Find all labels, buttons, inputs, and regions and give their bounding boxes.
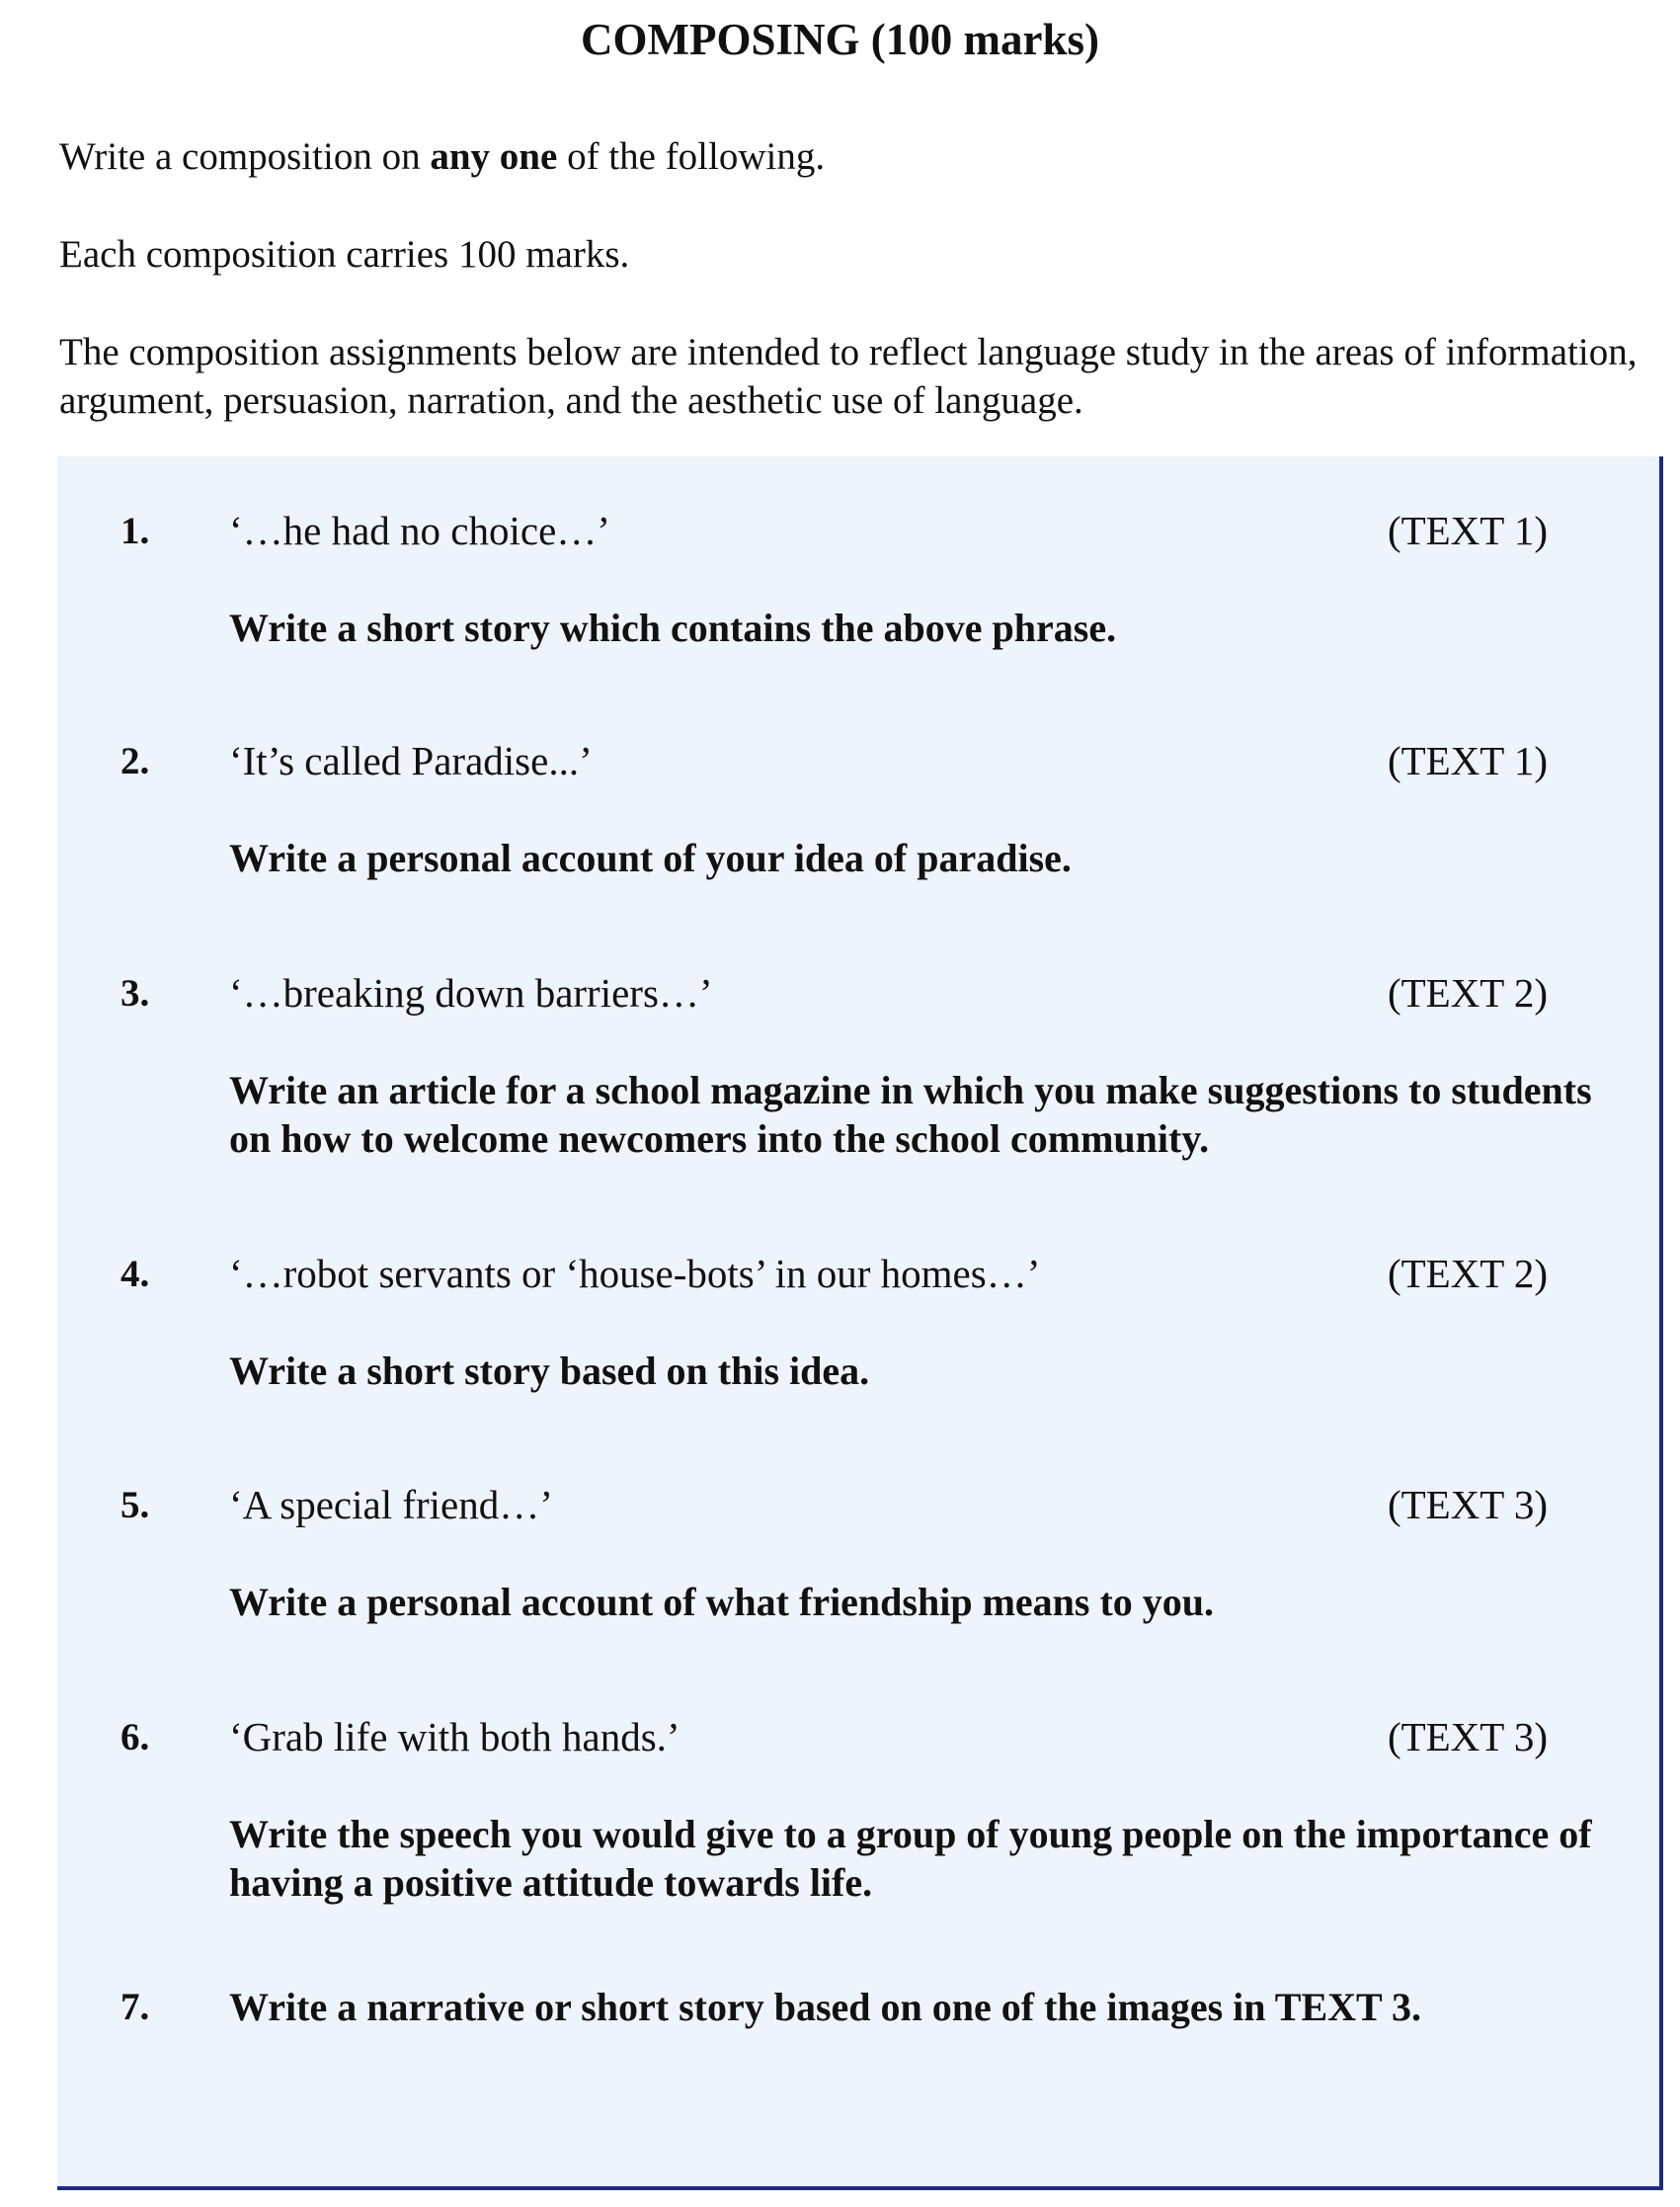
question-task: Write a short story based on this idea. [229,1349,870,1393]
marks-note: Each composition carries 100 marks. [59,233,630,276]
question-quote: ‘…robot servants or ‘house-bots’ in our homes…’ [229,1251,1041,1296]
question-number: 2. [120,740,150,782]
question-number: 4. [120,1253,150,1295]
assignments-description: The composition assignments below are intended to reflect language study in the areas of information, argument, persuasion, narration, and the aesthetic use of language. [59,331,1638,422]
question-number: 6. [120,1716,150,1758]
question-text-ref: (TEXT 3) [1387,1714,1548,1759]
instruction-emphasis: any one [430,135,558,178]
question-quote: ‘…breaking down barriers…’ [229,970,713,1016]
question-quote: ‘It’s called Paradise...’ [229,738,593,783]
question-quote: ‘Grab life with both hands.’ [229,1714,680,1759]
page-title: COMPOSING (100 marks) [581,15,1099,64]
question-task: Write an article for a school magazine in which you make suggestions to students on how to welcome newcomers into the school community. [229,1068,1592,1161]
question-number: 5. [120,1484,150,1526]
question-number: 7. [120,1986,150,2028]
question-text-ref: (TEXT 2) [1387,1251,1548,1296]
question-task: Write a personal account of your idea of paradise. [229,836,1072,880]
question-task: Write a narrative or short story based on one of the images in TEXT 3. [229,1985,1422,2029]
question-quote: ‘…he had no choice…’ [229,508,610,553]
question-quote: ‘A special friend…’ [229,1482,553,1527]
question-text-ref: (TEXT 2) [1387,970,1548,1016]
question-task: Write the speech you would give to a group of young people on the importance of having a positive attitude towards life. [229,1812,1592,1905]
instruction-text-end: of the following. [557,135,826,178]
instruction-line [59,132,1640,181]
questions-panel [57,456,1663,2190]
question-text-ref: (TEXT 1) [1387,508,1548,553]
question-number: 3. [120,972,150,1015]
question-text-ref: (TEXT 3) [1387,1482,1548,1527]
instruction-text: Write a composition on [59,135,431,178]
question-task: Write a personal account of what friendship means to you. [229,1580,1215,1624]
question-text-ref: (TEXT 1) [1387,738,1548,783]
question-number: 1. [120,510,150,552]
question-task: Write a short story which contains the above phrase. [229,606,1117,650]
